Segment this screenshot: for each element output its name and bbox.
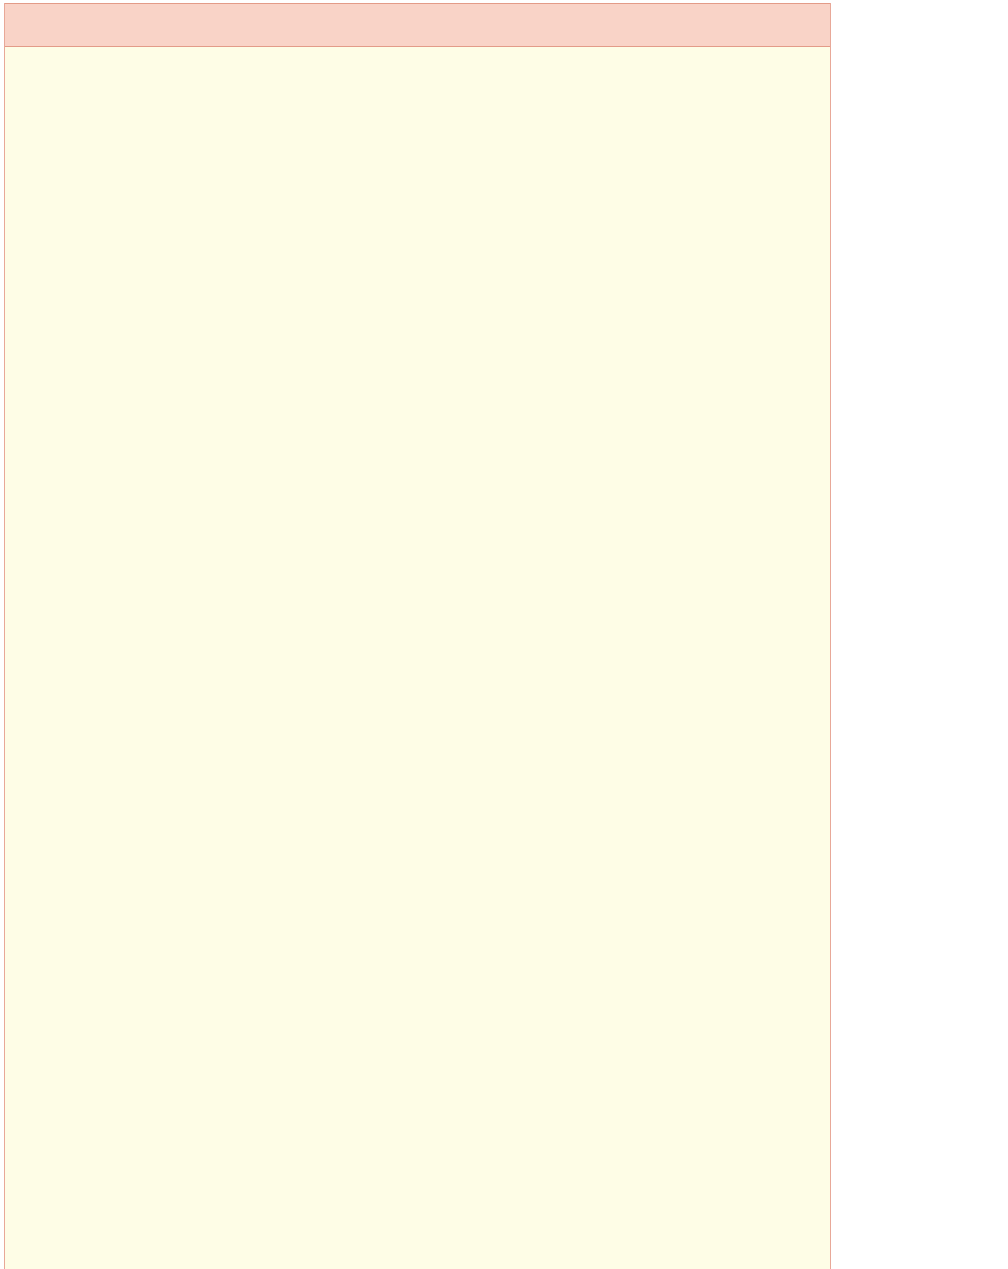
chromatogram-2	[5, 928, 705, 1268]
page	[4, 3, 831, 1269]
figure-title-1	[37, 92, 51, 110]
header-bar	[5, 3, 830, 47]
figure-title-2	[37, 789, 51, 807]
chromatogram-1	[5, 133, 645, 713]
